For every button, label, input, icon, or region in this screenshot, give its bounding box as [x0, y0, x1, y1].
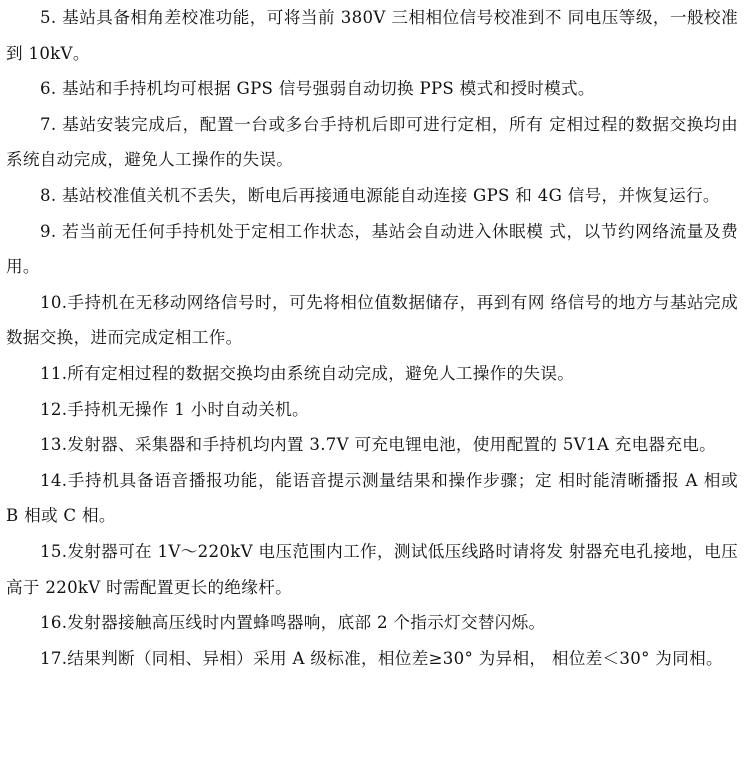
list-item-14: 14.手持机具备语音播报功能，能语音提示测量结果和操作步骤；定 相时能清晰播报 A 相或 B 相或 C 相。: [6, 470, 738, 526]
list-item-16: 16.发射器接触高压线时内置蜂鸣器响，底部 2 个指示灯交替闪烁。: [40, 613, 546, 633]
list-item-5: 5. 基站具备相角差校准功能，可将当前 380V 三相相位信号校准到不 同电压等级，一般校准到 10kV。: [6, 8, 738, 63]
list-item-6: 6. 基站和手持机均可根据 GPS 信号强弱自动切换 PPS 模式和授时模式。: [40, 79, 595, 99]
list-item-10: 10.手持机在无移动网络信号时，可先将相位值数据储存，再到有网 络信号的地方与基站完成数据交换，进而完成定相工作。: [6, 292, 738, 348]
list-item-11: 11.所有定相过程的数据交换均由系统自动完成，避免人工操作的失误。: [40, 363, 575, 383]
list-item-15: 15.发射器可在 1V～220kV 电压范围内工作，测试低压线路时请将发 射器充电孔接地，电压高于 220kV 时需配置更长的绝缘杆。: [6, 541, 738, 597]
list-item-7: 7. 基站安装完成后，配置一台或多台手持机后即可进行定相，所有 定相过程的数据交换均由系统自动完成，避免人工操作的失误。: [6, 114, 738, 170]
list-item-17: 17.结果判断（同相、异相）采用 A 级标准，相位差≥30° 为异相， 相位差＜30° 为同相。: [40, 648, 723, 668]
list-item-13: 13.发射器、采集器和手持机均内置 3.7V 可充电锂电池，使用配置的 5V1A 充电器充电。: [40, 435, 717, 455]
list-item-9: 9. 若当前无任何手持机处于定相工作状态，基站会自动进入休眠模 式，以节约网络流量及费用。: [6, 221, 738, 277]
list-item-12: 12.手持机无操作 1 小时自动关机。: [40, 399, 309, 419]
list-item-8: 8. 基站校准值关机不丢失，断电后再接通电源能自动连接 GPS 和 4G 信号，并恢复运行。: [40, 185, 720, 205]
